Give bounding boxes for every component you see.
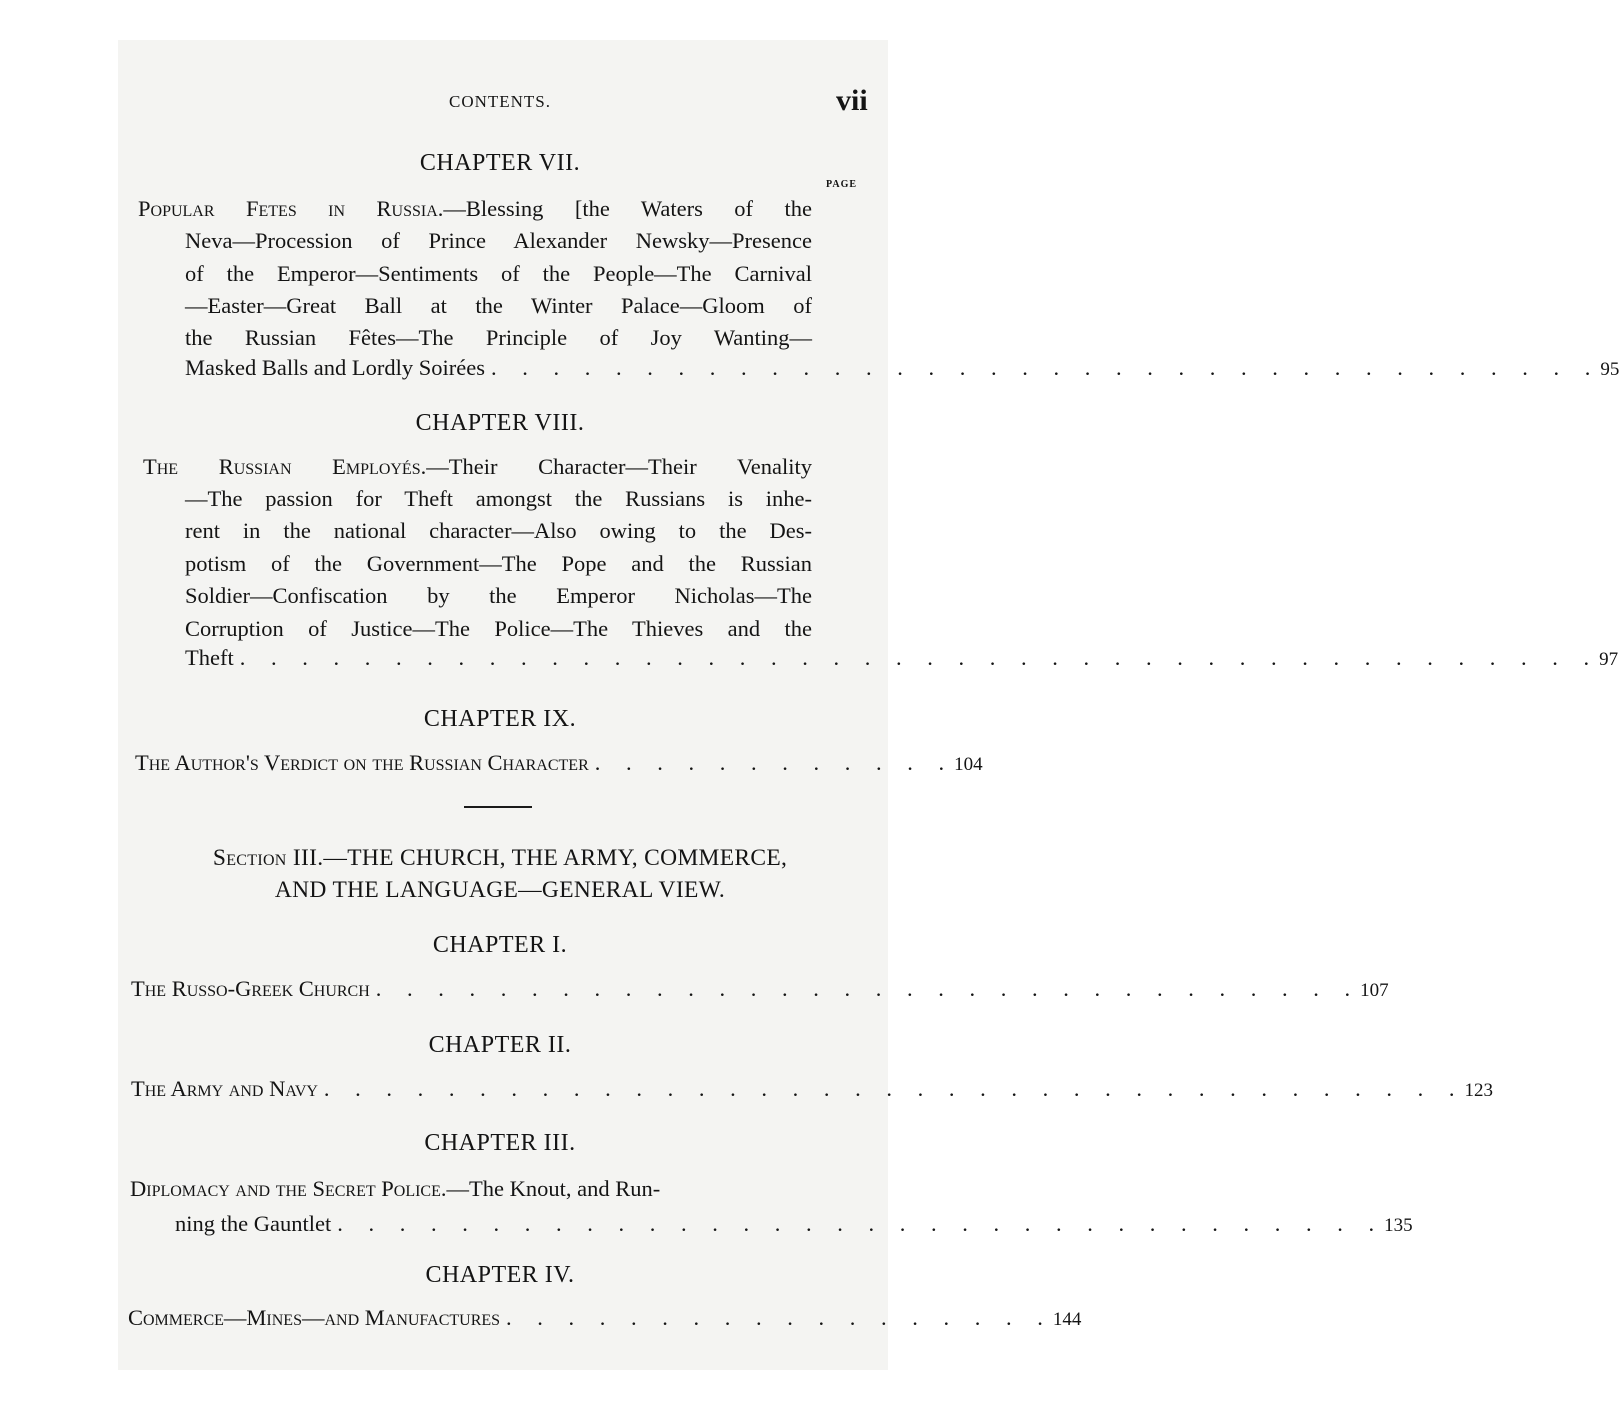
chapter-7-page: 95 <box>1600 359 1619 380</box>
section-chapter-2-title: The Army and Navy <box>131 1076 318 1101</box>
chapter-8-line-1: The Russian Employés.—Their Character—Their Venality <box>143 454 813 479</box>
section-chapter-4-page: 144 <box>1052 1309 1082 1330</box>
section-chapter-1-heading: CHAPTER I. <box>432 932 568 958</box>
chapter-9-heading: CHAPTER IX. <box>423 706 577 732</box>
chapter-8-line-3: rent in the national character—Also owing to the Des- <box>185 518 812 543</box>
chapter-7-heading: CHAPTER VII. <box>419 150 581 176</box>
section-chapter-2-page: 123 <box>1464 1080 1494 1101</box>
section-chapter-2-leader-row <box>131 1076 1494 1102</box>
chapter-7-line-3: of the Emperor—Sentiments of the People—The Carnival <box>185 261 812 286</box>
chapter-8-line-5: Soldier—Confiscation by the Emperor Nicholas—The <box>185 583 812 608</box>
section-chapter-3-title: Diplomacy and the Secret Police. <box>130 1176 447 1201</box>
chapter-7-line-4: —Easter—Great Ball at the Winter Palace—Gloom of <box>185 293 812 318</box>
dot-leader: . . . . . . . . . . . . . . . . . . . . . . . . . . . . . . . . . . . . <box>490 355 1601 380</box>
chapter-7-title: Popular Fetes in Russia. <box>138 196 444 221</box>
section-chapter-1-leader-row <box>131 976 1389 1002</box>
chapter-9-leader-row <box>135 750 983 776</box>
section-chapter-4-heading: CHAPTER IV. <box>425 1262 575 1288</box>
chapter-9-title: The Author's Verdict on the Russian Character <box>135 750 589 775</box>
chapter-8-page: 97 <box>1599 649 1619 670</box>
section-chapter-4-leader-row <box>128 1305 1082 1331</box>
dot-leader: . . . . . . . . . . . . . . . . . . . . . . . . . . . . . . . . <box>375 976 1361 1001</box>
dot-leader: . . . . . . . . . . . . . . . . . . <box>506 1305 1053 1330</box>
chapter-7-line-1: Popular Fetes in Russia.—Blessing [the Waters of the <box>138 196 812 221</box>
chapter-8-line-2: —The passion for Theft amongst the Russians is inhe- <box>185 486 812 511</box>
section-chapter-3-line-1: Diplomacy and the Secret Police.—The Knout, and Run- <box>130 1176 661 1201</box>
dot-leader: . . . . . . . . . . . . . . . . . . . . . . . . . . . . . . . . . . . . . . . . . . . . <box>239 645 1600 670</box>
chapter-8-line-4: potism of the Government—The Pope and the Russian <box>185 551 812 576</box>
section-chapter-2-heading: CHAPTER II. <box>428 1032 572 1058</box>
chapter-8-last-line: Theft <box>185 645 234 670</box>
page-folio: vii <box>836 84 868 117</box>
chapter-8-leader-row <box>185 645 1619 671</box>
section-prefix: Section <box>212 845 287 871</box>
chapter-8-title: The Russian Employés. <box>143 454 427 479</box>
section-chapter-1-title: The Russo-Greek Church <box>131 976 370 1001</box>
running-head: CONTENTS. <box>448 92 552 111</box>
section-chapter-3-leader-row <box>175 1211 1413 1237</box>
section-chapter-4-title: Commerce—Mines—and Manufactures <box>128 1305 501 1330</box>
page-column-label: PAGE <box>826 179 858 190</box>
dot-leader: . . . . . . . . . . . . <box>594 750 955 775</box>
chapter-7-line-5: the Russian Fêtes—The Principle of Joy Wanting— <box>185 325 812 350</box>
dot-leader: . . . . . . . . . . . . . . . . . . . . . . . . . . . . . . . . . . <box>337 1211 1385 1236</box>
chapter-7-line-2: Neva—Procession of Prince Alexander Newsky—Presence <box>185 228 812 253</box>
section-chapter-3-heading: CHAPTER III. <box>424 1130 576 1156</box>
section-chapter-3-page: 135 <box>1384 1215 1413 1236</box>
chapter-8-line-6: Corruption of Justice—The Police—The Thieves and the <box>185 616 812 641</box>
chapter-8-heading: CHAPTER VIII. <box>415 410 585 436</box>
chapter-9-page: 104 <box>954 754 983 775</box>
section-chapter-3-last-line: ning the Gauntlet <box>175 1211 332 1236</box>
section-chapter-1-page: 107 <box>1360 980 1389 1001</box>
dot-leader: . . . . . . . . . . . . . . . . . . . . . . . . . . . . . . . . . . . . . <box>323 1076 1465 1101</box>
chapter-7-last-line: Masked Balls and Lordly Soirées <box>185 355 485 380</box>
section-divider-rule <box>464 806 532 808</box>
chapter-7-leader-row <box>185 355 1619 381</box>
section-3-heading-line-1: Section III.—THE CHURCH, THE ARMY, COMMERCE, <box>212 845 788 871</box>
section-3-heading-line-2: AND THE LANGUAGE—GENERAL VIEW. <box>274 877 726 903</box>
